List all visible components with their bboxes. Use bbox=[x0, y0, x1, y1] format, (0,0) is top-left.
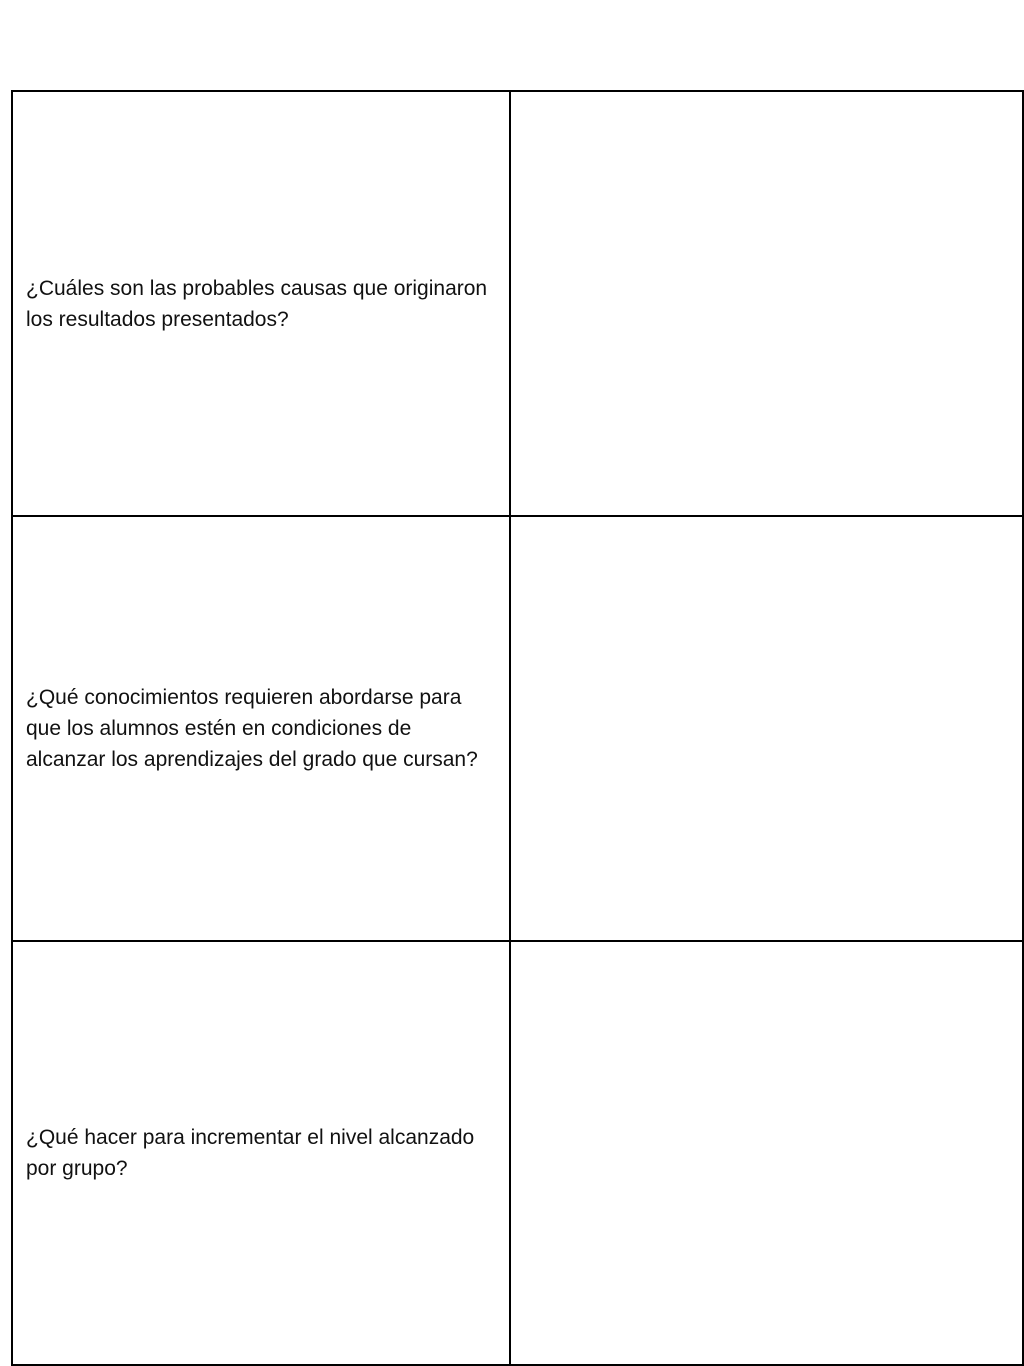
question-cell-knowledge bbox=[12, 516, 510, 941]
question-text-knowledge: ¿Qué conocimientos requieren abordarse para que los alumnos estén en condiciones de alcanzar los aprendizajes del grado que cursan? bbox=[26, 686, 478, 771]
table-row bbox=[12, 941, 1023, 1365]
reflection-worksheet-table bbox=[11, 90, 1024, 1366]
question-cell-causes bbox=[12, 91, 510, 516]
table-row bbox=[12, 91, 1023, 516]
answer-cell-causes[interactable] bbox=[510, 91, 1023, 516]
table-row bbox=[12, 516, 1023, 941]
answer-cell-improvement[interactable] bbox=[510, 941, 1023, 1365]
question-text-causes: ¿Cuáles son las probables causas que originaron los resultados presentados? bbox=[26, 276, 488, 331]
answer-cell-knowledge[interactable] bbox=[510, 516, 1023, 941]
question-text-improvement: ¿Qué hacer para incrementar el nivel alcanzado por grupo? bbox=[26, 1126, 475, 1180]
question-cell-improvement bbox=[12, 941, 510, 1365]
